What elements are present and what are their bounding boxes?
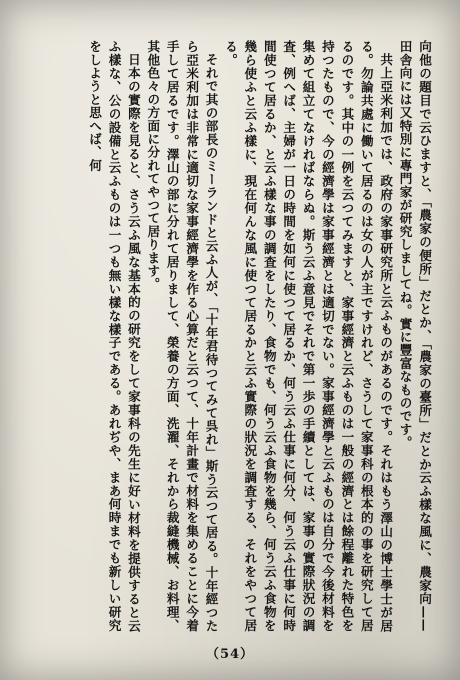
paragraph: 共上亞米利加では、政府の家事研究所と云ふものがあるのです。それはもう澤山の博士學士が居る。勿論共處に働いて居るのは女の人が主ですけれど、さうして家事科の根本的の事を研究して居るのです。其中の一例を云つてみますと、家事經濟と云ふものは一般の經濟とは餘程離れた特色を持つたもので、今の經濟學は家事經濟とは適切でない。家事經濟學と云ふものは自分で今後材料を集めて組立てなければならぬ。斯う云ふ意見でそれで第一歩の手續としては、家事の實際狀況の調査、例へば、主婦が一日の時間を如何に使つて居るか、何う云ふ仕事に何分、何う云ふ仕事に何時間使つて居るか、と云ふ樣な事の調査をしたり、食物でも、何う云ふ食物を幾ら、何う云ふ食物を幾ら使ふと云ふ樣に、現在何んな風に使つて居るかと云ふ實際の狀況を調査する、それをやつて居る。: [222, 40, 394, 632]
paragraph: 向他の題目で云ひますと、「農家の便所」だとか、「農家の臺所」だとか云ふ樣な風に、農家向——田舎向には又特別に專門家が研究しましてね。實に豐富なものです。: [397, 40, 432, 632]
paragraph: それで其の部長のミーランドと云ふ人が、「十年君待つてみて呉れ」斯う云つて居る。十年經つたら亞米利加は非常に適切な家事經濟學を作る心算だと云つて、十年計畫で材料を集めることに今着手して居るです。澤山の部に分れて居りまして、榮養の方面、洗濯、それから裁縫機械、お料理、其他色々の方面に分れてやつて居ります。: [145, 40, 219, 632]
paragraph: 日本の實際を見ると、さう云ふ風な基本的の研究をして家事科の先生に好い材料を提供すると云ふ樣な、公の設備と云ふものは一つも無い樣な樣子である。あれぢや、まあ何時までも新しい研究をしようと思へば、何: [87, 40, 141, 632]
page-number: （54）: [205, 647, 255, 662]
body-text: [20, 40, 434, 632]
